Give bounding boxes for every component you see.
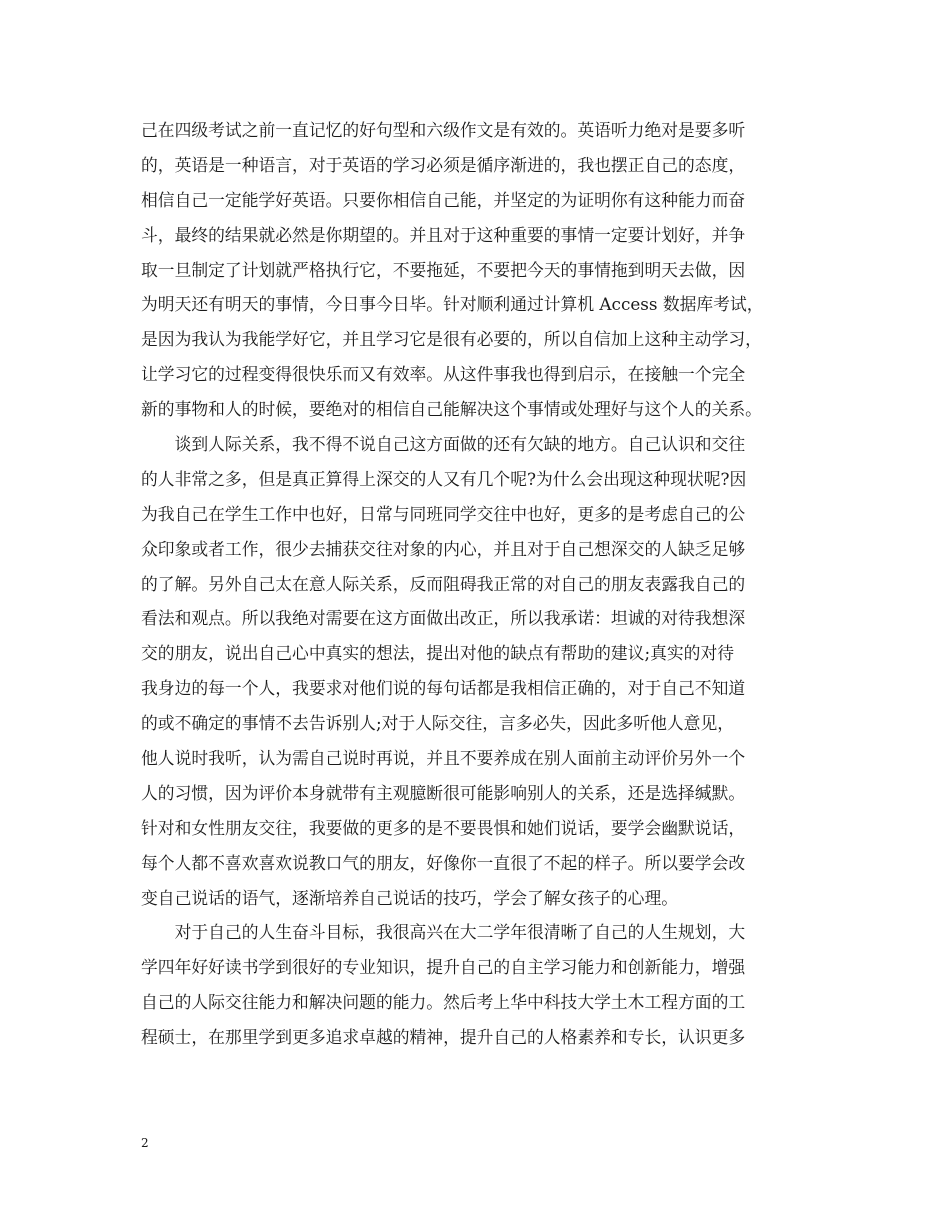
text-line: 取一旦制定了计划就严格执行它，不要拖延，不要把今天的事情拖到明天去做，因 — [141, 259, 746, 280]
text-line: 自己的人际交往能力和解决问题的能力。然后考上华中科技大学土木工程方面的工 — [141, 992, 746, 1013]
text-line: 程硕士，在那里学到更多追求卓越的精神，提升自己的人格素养和专长，认识更多 — [141, 1027, 746, 1048]
text-line: 为我自己在学生工作中也好，日常与同班同学交往中也好，更多的是考虑自己的公 — [141, 503, 746, 524]
text-line: 众印象或者工作，很少去捕获交往对象的内心，并且对于自己想深交的人缺乏足够 — [141, 538, 746, 559]
text-line: 新的事物和人的时候，要绝对的相信自己能解决这个事情或处理好与这个人的关系。 — [141, 399, 762, 420]
text-line: 他人说时我听，认为需自己说时再说，并且不要养成在别人面前主动评价另外一个 — [141, 748, 746, 769]
body-text — [141, 113, 813, 1055]
text-line: 针对和女性朋友交往，我要做的更多的是不要畏惧和她们说话，要学会幽默说话， — [141, 817, 746, 838]
text-line: 我身边的每一个人，我要求对他们说的每句话都是我相信正确的，对于自己不知道 — [141, 678, 746, 699]
text-line: 相信自己一定能学好英语。只要你相信自己能，并坚定的为证明你有这种能力而奋 — [141, 189, 746, 210]
text-line: 对于自己的人生奋斗目标，我很高兴在大二学年很清晰了自己的人生规划，大 — [141, 922, 746, 943]
text-line: 看法和观点。所以我绝对需要在这方面做出改正，所以我承诺：坦诚的对待我想深 — [141, 608, 746, 629]
text-line: 是因为我认为我能学好它，并且学习它是很有必要的，所以自信加上这种主动学习， — [141, 329, 762, 350]
text-line: 己在四级考试之前一直记忆的好句型和六级作文是有效的。英语听力绝对是要多听 — [141, 120, 746, 140]
text-line: 每个人都不喜欢喜欢说教口气的朋友，好像你一直很了不起的样子。所以要学会改 — [141, 852, 746, 873]
text-line: 的了解。另外自己太在意人际关系，反而阻碍我正常的对自己的朋友表露我自己的 — [141, 573, 746, 594]
text-line: 让学习它的过程变得很快乐而又有效率。从这件事我也得到启示，在接触一个完全 — [141, 364, 746, 385]
text-line: 变自己说话的语气，逐渐培养自己说话的技巧，学会了解女孩子的心理。 — [141, 887, 679, 908]
page-number: 2 — [141, 1136, 149, 1150]
text-line: 为明天还有明天的事情，今日事今日毕。针对顺利通过计算机 Access 数据库考试， — [141, 294, 764, 315]
text-line: 学四年好好读书学到很好的专业知识，提升自己的自主学习能力和创新能力，增强 — [141, 957, 746, 978]
text-line: 的，英语是一种语言，对于英语的学习必须是循序渐进的，我也摆正自己的态度， — [141, 154, 746, 175]
text-line: 的或不确定的事情不去告诉别人;对于人际交往，言多必失，因此多听他人意见， — [141, 713, 735, 734]
text-line: 交的朋友，说出自己心中真实的想法，提出对他的缺点有帮助的建议;真实的对待 — [141, 643, 735, 664]
text-line: 谈到人际关系，我不得不说自己这方面做的还有欠缺的地方。自己认识和交往 — [141, 434, 746, 455]
text-line: 人的习惯，因为评价本身就带有主观臆断很可能影响别人的关系，还是选择缄默。 — [141, 782, 746, 803]
text-line: 斗，最终的结果就必然是你期望的。并且对于这种重要的事情一定要计划好，并争 — [141, 224, 746, 245]
text-line: 的人非常之多，但是真正算得上深交的人又有几个呢?为什么会出现这种现状呢?因 — [141, 468, 747, 489]
